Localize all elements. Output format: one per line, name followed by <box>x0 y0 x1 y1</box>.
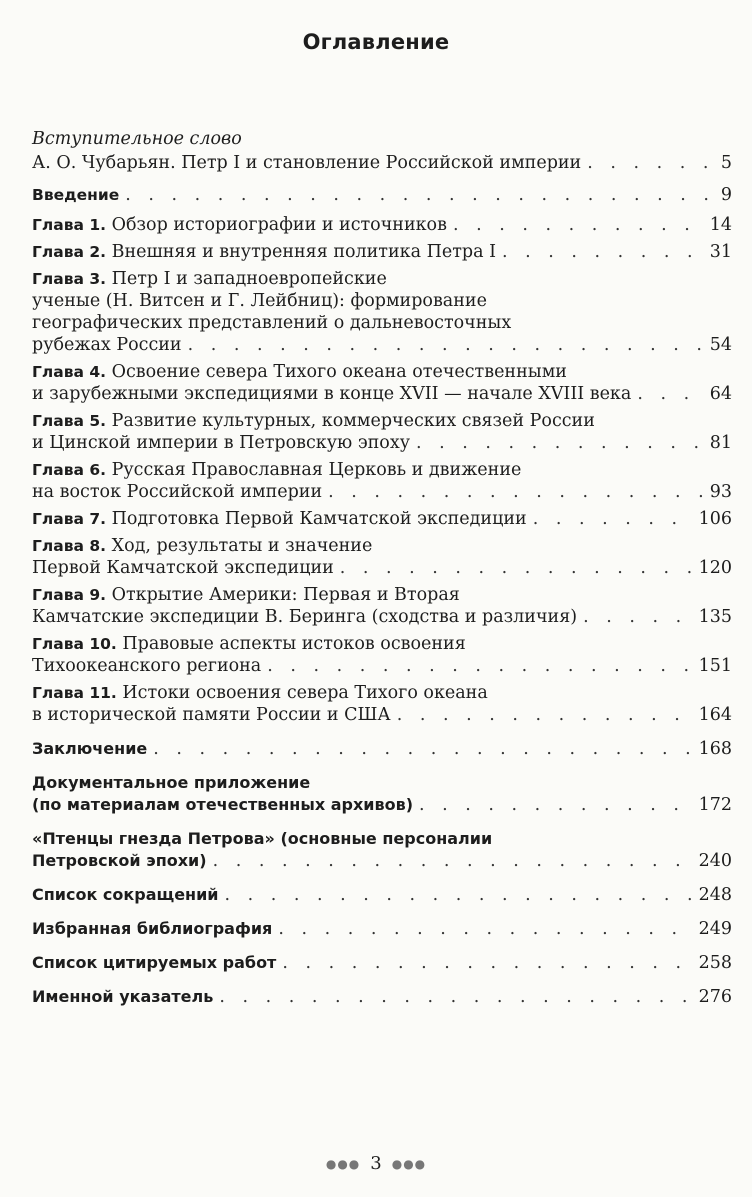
foreword-text: А. О. Чубарьян. Петр I и становление Российской империи <box>32 153 582 173</box>
leader-dots <box>416 432 704 454</box>
chapter-line <box>32 584 460 606</box>
chapter-label: Глава 9. <box>32 586 107 604</box>
leader-dots <box>213 850 693 872</box>
page-ref: 164 <box>698 705 732 725</box>
back-matter-entry[interactable] <box>32 986 732 1008</box>
chapter-label: Глава 7. <box>32 510 107 528</box>
chapter-label: Глава 3. <box>32 270 107 288</box>
chapter-title-line: Внешняя и внутренняя политика Петра I <box>111 242 496 262</box>
page-title: Оглавление <box>302 30 450 54</box>
back-matter-title-line: Список цитируемых работ <box>32 953 277 972</box>
chapter-line <box>32 704 391 726</box>
leader-dots <box>533 508 693 530</box>
leader-dots <box>328 481 704 503</box>
leader-dots <box>219 986 692 1008</box>
page-ref: 249 <box>698 919 732 939</box>
back-matter-title-line: Документальное приложение <box>32 773 311 792</box>
chapter-line <box>32 290 487 312</box>
page-ref: 172 <box>698 795 732 815</box>
table-of-contents <box>32 128 732 1008</box>
page-ref: 9 <box>720 185 732 205</box>
page-ref: 31 <box>709 242 732 262</box>
chapter-line <box>32 241 496 263</box>
page-ref: 168 <box>698 739 732 759</box>
chapter-entry[interactable] <box>32 584 732 628</box>
chapter-title-line: рубежах России <box>32 335 182 355</box>
chapter-label: Глава 11. <box>32 684 117 702</box>
leader-dots <box>583 606 693 628</box>
chapter-entry[interactable] <box>32 410 732 454</box>
page-ref: 276 <box>698 987 732 1007</box>
chapter-line <box>32 214 447 236</box>
leader-dots <box>188 334 704 356</box>
page-ref: 5 <box>720 153 732 173</box>
page-ref: 81 <box>709 433 732 453</box>
ornament-left: ●●● <box>325 1157 361 1171</box>
chapter-line <box>32 508 527 530</box>
chapter-line <box>32 410 595 432</box>
chapter-title-line: и Цинской империи в Петровскую эпоху <box>32 433 411 453</box>
chapter-title-line: географических представлений о дальневосточных <box>32 313 512 333</box>
page-footer <box>0 1153 752 1174</box>
chapter-title-line: в исторической памяти России и США <box>32 705 391 725</box>
page-ref: 93 <box>709 482 732 502</box>
leader-dots <box>340 557 693 579</box>
back-matter-entry[interactable] <box>32 772 732 816</box>
chapter-title-line: Ход, результаты и значение <box>111 536 373 556</box>
chapter-title-line: на восток Российской империи <box>32 482 323 502</box>
chapter-line <box>32 312 511 334</box>
chapter-line <box>32 268 387 290</box>
chapter-line <box>32 459 521 481</box>
leader-dots <box>267 655 692 677</box>
chapter-line <box>32 535 372 557</box>
back-matter-entry[interactable] <box>32 828 732 872</box>
foreword-heading: Вступительное слово <box>32 129 242 149</box>
leader-dots <box>637 383 703 405</box>
page-ref: 14 <box>709 215 732 235</box>
ornament-right: ●●● <box>391 1157 427 1171</box>
back-matter-title-line: «Птенцы гнезда Петрова» (основные персоналии <box>32 829 493 848</box>
chapter-line <box>32 481 322 503</box>
chapter-title-line: Правовые аспекты истоков освоения <box>122 634 466 654</box>
back-matter-title-line: (по материалам отечественных архивов) <box>32 795 414 814</box>
chapter-line <box>32 432 410 454</box>
back-matter-list <box>32 738 732 1008</box>
chapter-line <box>32 334 182 356</box>
page-number: 3 <box>370 1153 382 1174</box>
back-matter-title-line: Избранная библиография <box>32 919 273 938</box>
page-ref: 258 <box>698 953 732 973</box>
chapter-entry[interactable] <box>32 459 732 503</box>
chapter-entry[interactable] <box>32 633 732 677</box>
chapter-line <box>32 633 466 655</box>
leader-dots <box>125 184 715 206</box>
chapter-line <box>32 383 631 405</box>
chapter-title-line: Петр I и западноевропейские <box>111 269 387 289</box>
leader-dots <box>153 738 692 760</box>
chapter-title-line: Первой Камчатской экспедиции <box>32 558 334 578</box>
leader-dots <box>278 918 692 940</box>
leader-dots <box>419 794 693 816</box>
leader-dots <box>453 214 704 236</box>
page-ref: 248 <box>698 885 732 905</box>
leader-dots <box>587 152 715 174</box>
chapter-title-line: Истоки освоения севера Тихого океана <box>122 683 488 703</box>
chapter-entry[interactable] <box>32 535 732 579</box>
chapter-title-line: и зарубежными экспедициями в конце XVII — начале XVIII века <box>32 384 632 404</box>
page-ref: 54 <box>709 335 732 355</box>
page-ref: 135 <box>698 607 732 627</box>
chapter-entry[interactable] <box>32 268 732 356</box>
page-ref: 151 <box>698 656 732 676</box>
chapter-entry[interactable] <box>32 241 732 263</box>
foreword-entry[interactable] <box>32 152 732 174</box>
chapter-line <box>32 361 567 383</box>
chapter-line <box>32 606 577 628</box>
chapter-line <box>32 655 261 677</box>
chapter-entry[interactable] <box>32 361 732 405</box>
chapter-label: Глава 8. <box>32 537 107 555</box>
chapter-title-line: Камчатские экспедиции В. Беринга (сходства и различия) <box>32 607 578 627</box>
chapter-entry[interactable] <box>32 508 732 530</box>
chapter-label: Глава 6. <box>32 461 107 479</box>
back-matter-title-line: Именной указатель <box>32 987 214 1006</box>
back-matter-title-line: Петровской эпохи) <box>32 851 207 870</box>
chapter-title-line: Русская Православная Церковь и движение <box>111 460 522 480</box>
chapter-line <box>32 682 488 704</box>
leader-dots <box>225 884 693 906</box>
back-matter-entry[interactable] <box>32 738 732 760</box>
back-matter-title-line: Список сокращений <box>32 885 219 904</box>
leader-dots <box>502 241 704 263</box>
chapter-title-line: Освоение севера Тихого океана отечественными <box>111 362 567 382</box>
chapter-label: Глава 4. <box>32 363 107 381</box>
leader-dots <box>282 952 692 974</box>
chapter-label: Глава 5. <box>32 412 107 430</box>
back-matter-entry[interactable] <box>32 884 732 906</box>
page-ref: 64 <box>709 384 732 404</box>
introduction-label: Введение <box>32 186 120 204</box>
chapter-title-line: Развитие культурных, коммерческих связей России <box>111 411 595 431</box>
chapter-title-line: Тихоокеанского региона <box>32 656 262 676</box>
page-ref: 106 <box>698 509 732 529</box>
back-matter-entry[interactable] <box>32 952 732 974</box>
chapter-label: Глава 1. <box>32 216 107 234</box>
back-matter-entry[interactable] <box>32 918 732 940</box>
chapter-title-line: Подготовка Первой Камчатской экспедиции <box>111 509 527 529</box>
back-matter-title-line: Заключение <box>32 739 148 758</box>
chapter-list <box>32 214 732 726</box>
chapter-line <box>32 557 334 579</box>
chapter-title-line: Открытие Америки: Первая и Вторая <box>111 585 460 605</box>
chapter-label: Глава 10. <box>32 635 117 653</box>
introduction-entry[interactable] <box>32 184 732 206</box>
chapter-label: Глава 2. <box>32 243 107 261</box>
page-ref: 240 <box>698 851 732 871</box>
chapter-entry[interactable] <box>32 682 732 726</box>
page-ref: 120 <box>698 558 732 578</box>
chapter-title-line: ученые (Н. Витсен и Г. Лейбниц): формирование <box>32 291 487 311</box>
chapter-entry[interactable] <box>32 214 732 236</box>
leader-dots <box>397 704 693 726</box>
chapter-title-line: Обзор историографии и источников <box>111 215 447 235</box>
